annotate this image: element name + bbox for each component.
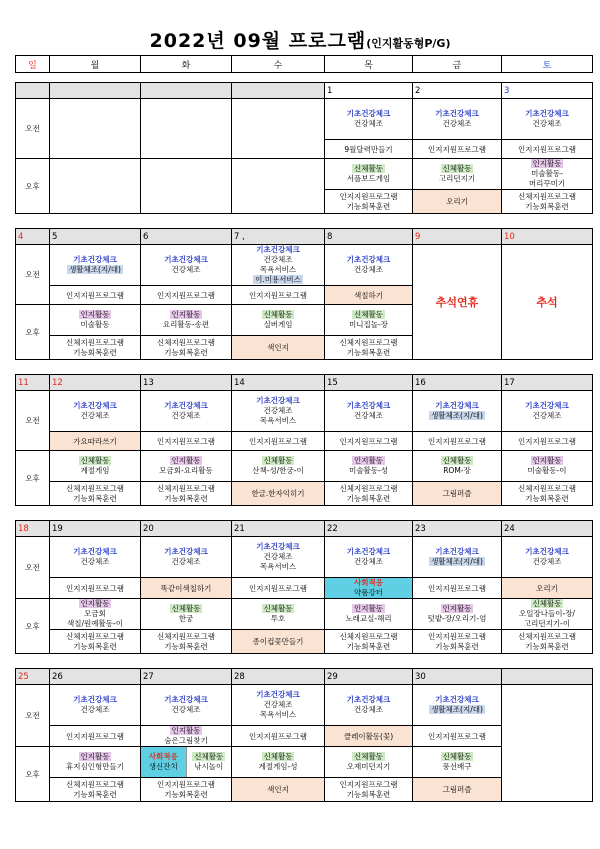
program-cell: 신체활동 ROM-장 <box>413 451 502 482</box>
program-cell: 신체지원프로그램 기능회복훈련 <box>50 336 141 360</box>
date-cell: 18 <box>16 521 50 537</box>
date-cell <box>502 669 593 685</box>
slot-am: 오전 <box>16 99 50 159</box>
date-cell: 20 <box>141 521 232 537</box>
program-cell: 종이컵꽃만들기 <box>232 630 325 654</box>
week2-dates <box>16 229 593 245</box>
holiday-cell: 추석연휴 <box>413 245 502 360</box>
date-cell: 19 <box>50 521 141 537</box>
program-cell: 인지지원프로그램 <box>413 726 502 747</box>
date-cell: 24 <box>502 521 593 537</box>
date-cell: 5 <box>50 229 141 245</box>
week-gap <box>16 214 593 229</box>
title-sub: (인지활동형P/G) <box>366 37 451 50</box>
slot-pm: 오후 <box>16 451 50 506</box>
program-cell: 인지지원프로그램 <box>413 140 502 159</box>
empty-cell <box>50 99 141 159</box>
program-cell: 한글.한자익히기 <box>232 482 325 506</box>
date-cell: 26 <box>50 669 141 685</box>
program-cell: 인지지원프로그램 기능회복훈련 <box>141 778 232 802</box>
program-cell: 기초건강체크 건강체조 목욕서비스 이.미용서비스 <box>232 245 325 286</box>
date-cell: 21 <box>232 521 325 537</box>
empty-cell <box>141 159 232 214</box>
program-cell: 기초건강체크 건강체조 <box>325 685 413 726</box>
date-cell: 23 <box>413 521 502 537</box>
page-title <box>0 26 600 53</box>
program-cell: 인지지원프로그램 기능회복훈련 <box>413 630 502 654</box>
program-cell: 신체지원프로그램 기능회복훈련 <box>502 630 593 654</box>
weekday-header <box>16 56 593 73</box>
program-cell: 인지활동 모금회 색칠/원예활동-이 <box>50 599 141 630</box>
program-cell: 신체지원프로그램 기능회복훈련 <box>325 630 413 654</box>
program-cell: 기초건강체크 건강체조 <box>325 537 413 578</box>
program-cell: 인지지원프로그램 <box>50 726 141 747</box>
week-gap <box>16 73 593 83</box>
program-cell: 인지지원프로그램 <box>413 432 502 451</box>
week-gap <box>16 360 593 375</box>
program-cell: 신체지원프로그램 기능회복훈련 <box>141 630 232 654</box>
program-cell: 인지지원프로그램 <box>232 432 325 451</box>
date-cell: 22 <box>325 521 413 537</box>
program-cell: 기초건강체크 건강체조 <box>50 685 141 726</box>
date-cell: 2 <box>413 83 502 99</box>
week5-dates <box>16 669 593 685</box>
program-cell: 기초건강체크 건강체조 <box>325 391 413 432</box>
program-cell: 신체지원프로그램 기능회복훈련 <box>50 482 141 506</box>
program-cell: 색칠하기 <box>325 286 413 305</box>
program-cell: 인지활동 모금회-요리활동 <box>141 451 232 482</box>
slot-pm: 오후 <box>16 747 50 802</box>
program-cell: 색인지 <box>232 336 325 360</box>
program-cell: 인지지원프로그램 <box>502 140 593 159</box>
date-cell: 10 <box>502 229 593 245</box>
date-cell: 6 <box>141 229 232 245</box>
week3-dates <box>16 375 593 391</box>
date-cell: 9 <box>413 229 502 245</box>
program-cell: 기초건강체크 생활체조(지/대) <box>50 245 141 286</box>
slot-pm: 오후 <box>16 159 50 214</box>
program-cell: 신체지원프로그램 기능회복훈련 <box>141 482 232 506</box>
program-cell: 신체활동 미니집놀-장 <box>325 305 413 336</box>
slot-am: 오전 <box>16 537 50 599</box>
program-cell: 그림퍼즐 <box>413 482 502 506</box>
program-cell: 기초건강체크 생활체조(지/대) <box>413 391 502 432</box>
program-cell: 그림퍼즐 <box>413 778 502 802</box>
program-calendar <box>15 55 593 816</box>
program-cell: 오리기 <box>502 578 593 599</box>
program-cell: 신체활동 오재미던지기 <box>325 747 413 778</box>
date-cell: 12 <box>50 375 141 391</box>
program-subcell: 사회적응 생신잔치 <box>141 747 187 777</box>
date-cell: 3 <box>502 83 593 99</box>
date-cell <box>50 83 141 99</box>
program-cell: 9월달력만들기 <box>325 140 413 159</box>
week-gap <box>16 654 593 669</box>
program-cell: 인지지원프로그램 <box>141 286 232 305</box>
date-cell: 4 <box>16 229 50 245</box>
date-cell: 11 <box>16 375 50 391</box>
slot-pm: 오후 <box>16 599 50 654</box>
program-cell: 신체활동 한궁 <box>141 599 232 630</box>
program-cell: 사회적응 약품강터 <box>325 578 413 599</box>
day-wed: 수 <box>232 56 325 73</box>
empty-cell <box>141 99 232 159</box>
program-cell: 가요따라쓰기 <box>50 432 141 451</box>
program-cell: 기초건강체크 건강체조 <box>325 99 413 140</box>
program-cell: 신체활동 서플보드게임 <box>325 159 413 190</box>
program-cell: 신체활동 계절게임-성 <box>232 747 325 778</box>
program-cell: 신체지원프로그램 기능회복훈련 <box>141 336 232 360</box>
date-cell: 27 <box>141 669 232 685</box>
title-main: 2022년 09월 프로그램 <box>149 30 367 52</box>
program-cell: 신체지원프로그램 기능회복훈련 <box>325 336 413 360</box>
program-cell: 기초건강체크 건강체조 <box>141 537 232 578</box>
empty-cell <box>232 159 325 214</box>
program-cell: 인지지원프로그램 <box>232 578 325 599</box>
program-cell: 신체지원프로그램 기능회복훈련 <box>502 190 593 214</box>
program-cell: 인지지원프로그램 <box>50 578 141 599</box>
day-sun: 일 <box>16 56 50 73</box>
program-cell: 기초건강체크 건강체조 <box>141 245 232 286</box>
program-cell <box>141 747 232 778</box>
date-cell: 13 <box>141 375 232 391</box>
program-cell: 인지지원프로그램 <box>50 286 141 305</box>
program-cell: 신체지원프로그램 기능회복훈련 <box>50 778 141 802</box>
date-cell <box>232 83 325 99</box>
program-cell: 똑같이색칠하기 <box>141 578 232 599</box>
program-cell: 신체활동 계절게임 <box>50 451 141 482</box>
date-cell: 15 <box>325 375 413 391</box>
program-cell: 기초건강체크 건강체조 <box>413 99 502 140</box>
program-cell: 인지활동 텃밭-장/오리기-엄 <box>413 599 502 630</box>
date-cell: 14 <box>232 375 325 391</box>
date-cell: 25 <box>16 669 50 685</box>
program-cell: 색인지 <box>232 778 325 802</box>
date-cell <box>16 83 50 99</box>
program-cell: 신체지원프로그램 기능회복훈련 <box>325 482 413 506</box>
empty-cell <box>502 685 593 802</box>
program-cell: 기초건강체크 건강체조 목욕서비스 <box>232 391 325 432</box>
week1-dates <box>16 83 593 99</box>
program-cell: 기초건강체크 건강체조 목욕서비스 <box>232 685 325 726</box>
day-fri: 금 <box>413 56 502 73</box>
program-cell: 인지지원프로그램 <box>502 432 593 451</box>
program-cell: 오리기 <box>413 190 502 214</box>
program-cell: 신체지원프로그램 기능회복훈련 <box>502 482 593 506</box>
program-cell: 신체활동 실버게임 <box>232 305 325 336</box>
program-cell: 인지활동 요리활동-송편 <box>141 305 232 336</box>
program-cell: 기초건강체크 생활체조(지/대) <box>413 685 502 726</box>
program-cell: 인지지원프로그램 <box>232 726 325 747</box>
date-cell: 7 , <box>232 229 325 245</box>
program-subcell: 신체활동 낚시놀이 <box>194 752 224 771</box>
program-cell: 기초건강체크 건강체조 <box>50 391 141 432</box>
week-gap <box>16 506 593 521</box>
program-cell: 인지지원프로그램 <box>141 432 232 451</box>
program-cell: 인지활동 미술활동 <box>50 305 141 336</box>
holiday-cell: 추석 <box>502 245 593 360</box>
day-mon: 월 <box>50 56 141 73</box>
program-cell: 인지활동 미술활동-이 <box>502 451 593 482</box>
program-cell: 기초건강체크 건강체조 <box>502 537 593 578</box>
week4-dates <box>16 521 593 537</box>
program-cell: 신체활동 오일장나들이-장/ 고리던지기-이 <box>502 599 593 630</box>
program-cell: 인지지원프로그램 기능회복훈련 <box>325 778 413 802</box>
program-cell: 기초건강체크 건강체조 목욕서비스 <box>232 537 325 578</box>
slot-am: 오전 <box>16 685 50 747</box>
program-cell: 신체활동 고리던지기 <box>413 159 502 190</box>
day-sat: 토 <box>502 56 593 73</box>
program-cell: 인지활동 미술활동-성 <box>325 451 413 482</box>
program-cell: 인지활동 숨은그림찾기 <box>141 726 232 747</box>
program-cell: 신체지원프로그램 기능회복훈련 <box>50 630 141 654</box>
program-cell: 신체활동 풍선배구 <box>413 747 502 778</box>
program-cell: 인지활동 미술활동- 머리꾸미기 <box>502 159 593 190</box>
empty-cell <box>50 159 141 214</box>
slot-am: 오전 <box>16 391 50 451</box>
date-cell: 1 <box>325 83 413 99</box>
slot-pm: 오후 <box>16 305 50 360</box>
date-cell: 29 <box>325 669 413 685</box>
program-cell: 신체활동 산책-성/한궁-이 <box>232 451 325 482</box>
slot-am: 오전 <box>16 245 50 305</box>
date-cell <box>141 83 232 99</box>
program-cell: 기초건강체크 건강체조 <box>141 391 232 432</box>
program-cell: 기초건강체크 건강체조 <box>50 537 141 578</box>
program-cell: 인지지원프로그램 <box>413 578 502 599</box>
program-cell: 신체활동 투호 <box>232 599 325 630</box>
program-cell: 기초건강체크 건강체조 <box>502 99 593 140</box>
date-cell: 8 <box>325 229 413 245</box>
program-cell: 인지지원프로그램 기능회복훈련 <box>325 190 413 214</box>
program-cell: 기초건강체크 건강체조 <box>502 391 593 432</box>
day-tue: 화 <box>141 56 232 73</box>
date-cell: 16 <box>413 375 502 391</box>
date-cell: 28 <box>232 669 325 685</box>
date-cell: 17 <box>502 375 593 391</box>
program-cell: 인지지원프로그램 <box>325 432 413 451</box>
day-thu: 목 <box>325 56 413 73</box>
week-gap <box>16 802 593 817</box>
program-cell: 인지활동 노래교실-해리 <box>325 599 413 630</box>
program-cell: 인지지원프로그램 <box>232 286 325 305</box>
program-cell: 기초건강체크 건강체조 <box>141 685 232 726</box>
program-cell: 기초건강체크 생활체조(지/대) <box>413 537 502 578</box>
empty-cell <box>232 99 325 159</box>
program-cell: 클레이활동(꽃) <box>325 726 413 747</box>
program-cell: 인지활동 휴지심인형만들기 <box>50 747 141 778</box>
program-cell: 기초건강체크 건강체조 <box>325 245 413 286</box>
date-cell: 30 <box>413 669 502 685</box>
